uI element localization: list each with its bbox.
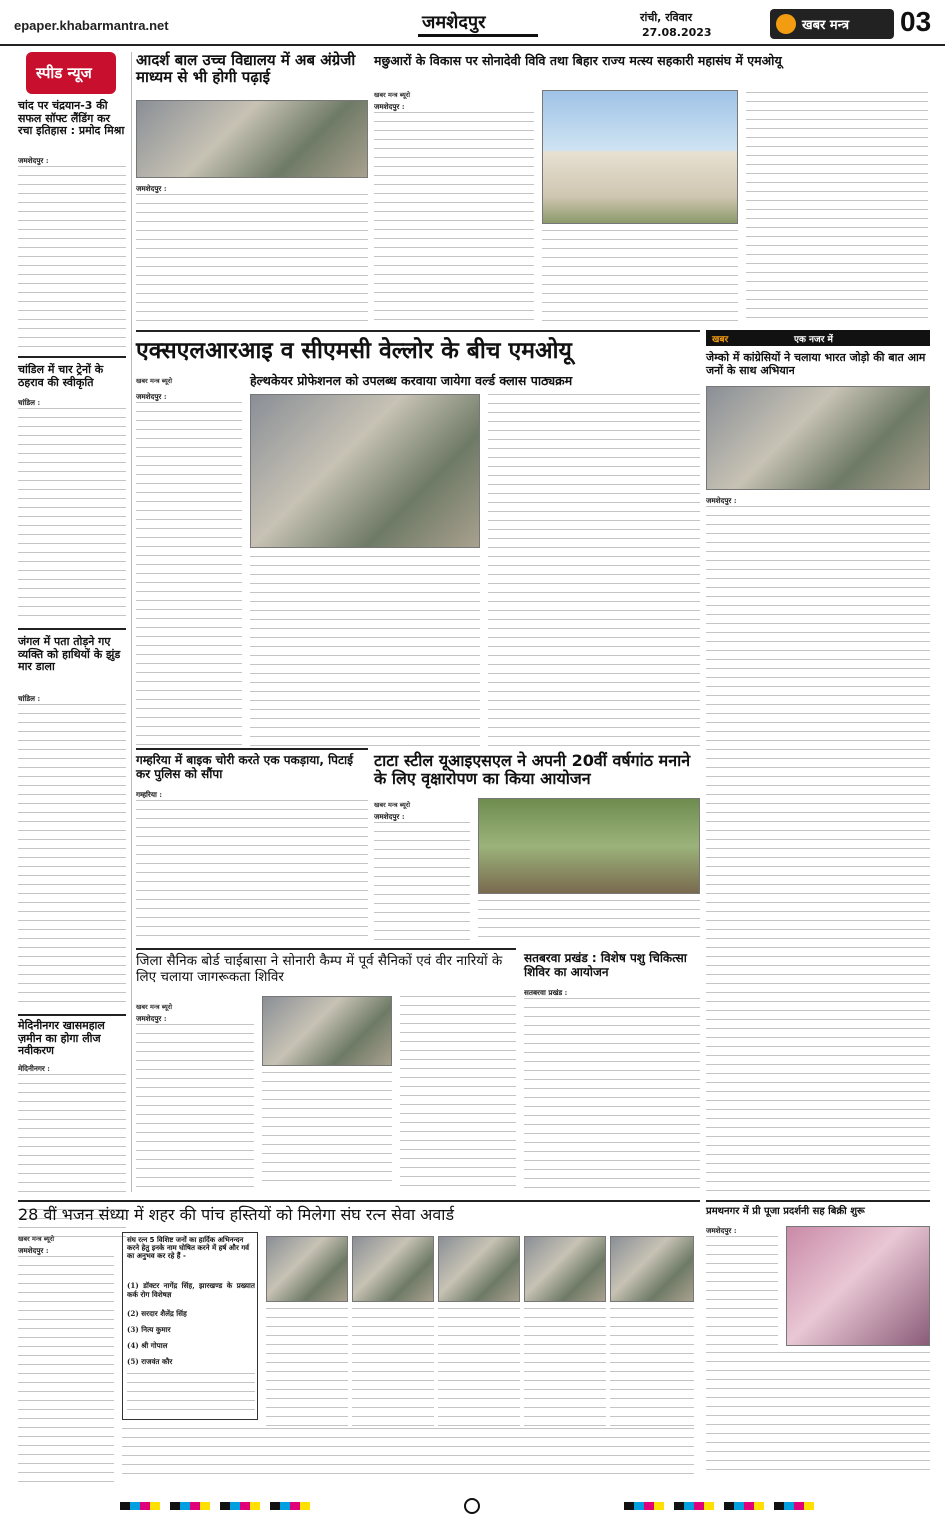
article-fisheries-byline: खबर मन्त्र ब्यूरो: [374, 91, 411, 99]
article-sainik-board: [136, 948, 516, 1188]
city-title: जमशेदपुर: [422, 12, 486, 33]
speed-news-item-2-headline: चांडिल में चार ट्रेनों के ठहराव की स्वीकृति: [18, 363, 104, 389]
text-lines: [478, 900, 700, 942]
text-lines: [18, 704, 126, 1010]
award-photo-4: [524, 1236, 606, 1302]
article-school: [136, 52, 368, 324]
award-box-line: (2) सरदार शैलेंद्र सिंह: [127, 1309, 187, 1318]
article-tata-steel-text: [374, 812, 470, 942]
speed-news-item-4-dateline: मेदिनीनगर :: [18, 1064, 50, 1073]
color-bar-left: [120, 1502, 320, 1510]
article-bhajan-dateline: जमशेदपुर :: [18, 1246, 49, 1255]
registration-mark-icon: [464, 1498, 480, 1514]
award-box: [122, 1232, 258, 1420]
text-lines: [136, 800, 368, 942]
article-sainik-board-photo: [262, 996, 392, 1066]
article-exhibition-headline: प्रमथनगर में प्री पूजा प्रदर्शनी सह बिक्री शुरू: [706, 1206, 865, 1217]
text-lines: [18, 408, 126, 624]
article-bike-theft-dateline: गम्हरिया :: [136, 790, 163, 799]
text-lines: [262, 1072, 392, 1188]
article-tata-steel-headline: टाटा स्टील यूआइएसएल ने अपनी 20वीं वर्षगांठ मनाने के लिए वृक्षारोपण का किया आयोजन: [374, 751, 691, 789]
award-box-title: संघ रत्न 5 विशिष्ट जनों का हार्दिक अभिनन्दन करने हेतु इनके नाम घोषित करने में हर्ष और गर्व का अनुभव कर रहे हैं -: [127, 1236, 250, 1261]
article-vet-camp: [524, 948, 700, 1188]
speed-news-item-3-headline: जंगल में पता तोड़ने गए व्यक्ति को हाथियों के झुंड मार डाला: [18, 635, 121, 674]
article-xlri-cmc-byline: खबर मन्त्र ब्यूरो: [136, 377, 173, 385]
text-lines: [524, 998, 700, 1188]
article-sainik-board-headline: जिला सैनिक बोर्ड चाईबासा ने सोनारी कैम्प में पूर्व सैनिकों एवं वीर नारियों के लिए चलाया जागरूकता शिविर: [136, 953, 503, 985]
text-lines: [610, 1308, 694, 1428]
article-xlri-cmc: [136, 330, 700, 750]
brand-name: खबर मन्त्र: [802, 18, 850, 33]
text-lines: [706, 506, 930, 1196]
divider: [18, 356, 126, 358]
article-fisheries-dateline: जमशेदपुर :: [374, 102, 405, 111]
color-bar-right: [624, 1502, 824, 1510]
article-bharat-jodo-dateline: जमशेदपुर :: [706, 496, 737, 505]
section-tag-label: खबर: [712, 335, 729, 345]
text-lines: [122, 1428, 694, 1480]
divider: [18, 628, 126, 630]
article-sainik-board-dateline: जमशेदपुर :: [136, 1014, 167, 1023]
text-lines: [18, 1256, 114, 1490]
speed-news-item-1-dateline: जमशेदपुर :: [18, 156, 49, 165]
article-school-photo: [136, 100, 368, 178]
divider: [18, 1014, 126, 1016]
article-bhajan-text: [18, 1246, 114, 1490]
divider: [136, 330, 700, 332]
article-bharat-jodo: [706, 330, 930, 1196]
text-lines: [400, 996, 516, 1188]
divider: [706, 1200, 930, 1202]
text-lines: [374, 822, 470, 942]
page-number: 03: [900, 6, 932, 37]
text-lines: [542, 230, 738, 324]
speed-news-item-1-text: [18, 156, 126, 352]
article-sainik-board-byline: खबर मन्त्र ब्यूरो: [136, 1003, 173, 1011]
brand-icon: [776, 14, 796, 34]
article-school-dateline: जमशेदपुर :: [136, 184, 167, 193]
award-box-line: (1) डॉक्टर नागेंद्र सिंह, झारखण्ड के प्रख्यात कर्क रोग विशेषज्ञ: [127, 1281, 255, 1300]
article-exhibition-dateline: जमशेदपुर :: [706, 1226, 737, 1235]
divider: [18, 1200, 700, 1202]
text-lines: [706, 1236, 778, 1346]
speed-news-item-2-text: [18, 398, 126, 624]
text-lines: [746, 92, 928, 324]
article-vet-camp-headline: सतबरवा प्रखंड : विशेष पशु चिकित्सा शिविर का आयोजन: [524, 951, 687, 979]
text-lines: [374, 112, 534, 324]
text-lines: [136, 1024, 254, 1188]
article-bharat-jodo-text: [706, 496, 930, 1196]
divider: [136, 948, 516, 950]
speed-news-item-3-text: [18, 694, 126, 1010]
article-bharat-jodo-headline: जेम्को में कांग्रेसियों ने चलाया भारत जोड़ो की बात आम जनों के साथ अभियान: [706, 351, 926, 377]
article-bhajan-headline: 28 वीं भजन संध्या में शहर की पांच हस्तियों को मिलेगा संघ रत्न सेवा अवार्ड: [18, 1205, 455, 1224]
text-lines: [352, 1308, 434, 1428]
text-lines: [18, 166, 126, 352]
award-photo-2: [352, 1236, 434, 1302]
article-vet-camp-dateline: सतबरवा प्रखंड :: [524, 988, 568, 997]
article-xlri-cmc-dateline: जमशेदपुर :: [136, 392, 167, 401]
article-tata-steel-byline: खबर मन्त्र ब्यूरो: [374, 801, 411, 809]
speed-news-item-4-headline: मेदिनीनगर खासमहाल ज़मीन का होगा लीज नवीकरण: [18, 1019, 105, 1058]
text-lines: [136, 402, 242, 750]
award-box-line: (4) श्री गोपाल: [127, 1341, 168, 1350]
article-xlri-cmc-text-left: [136, 392, 242, 750]
article-bhajan: [18, 1200, 700, 1490]
text-lines: [524, 1308, 606, 1428]
award-photo-3: [438, 1236, 520, 1302]
article-fisheries-headline: मछुआरों के विकास पर सोनादेवी विवि तथा बिहार राज्य मत्स्य सहकारी महासंघ में एमओयू: [374, 53, 782, 68]
article-xlri-cmc-photo: [250, 394, 480, 548]
article-fisheries-text-left: [374, 102, 534, 324]
speed-news-badge: [26, 52, 116, 94]
text-lines: [136, 194, 368, 324]
article-fisheries: [374, 52, 928, 324]
article-fisheries-photo: [542, 90, 738, 224]
brand-logo: [770, 9, 894, 39]
city-underline: [418, 34, 538, 37]
article-exhibition: [706, 1200, 930, 1490]
text-lines: [266, 1308, 348, 1428]
site-url[interactable]: epaper.khabarmantra.net: [14, 18, 169, 33]
section-tag-title: एक नजर में: [794, 335, 833, 345]
article-tata-steel: [374, 748, 700, 944]
text-lines: [488, 394, 700, 750]
article-school-text: [136, 184, 368, 324]
text-lines: [438, 1308, 520, 1428]
article-exhibition-photo: [786, 1226, 930, 1346]
article-sainik-board-text: [136, 1014, 254, 1188]
award-photo-1: [266, 1236, 348, 1302]
speed-news-item-2-dateline: चांडिल :: [18, 398, 41, 407]
section-tag: [706, 330, 930, 346]
text-lines: [706, 1352, 930, 1478]
text-lines: [127, 1373, 255, 1415]
column-separator: [131, 52, 132, 1192]
article-xlri-cmc-subhead: हेल्थकेयर प्रोफेशनल को उपलब्ध करवाया जायेगा वर्ल्ड क्लास पाठ्यक्रम: [250, 373, 573, 388]
article-tata-steel-dateline: जमशेदपुर :: [374, 812, 405, 821]
speed-news-item-1-headline: चांद पर चंद्रयान-3 की सफल सॉफ्ट लैंडिंग कर रचा इतिहास : प्रमोद मिश्रा: [18, 99, 125, 138]
article-tata-steel-photo: [478, 798, 700, 894]
article-vet-camp-text: [524, 988, 700, 1188]
article-bike-theft: [136, 748, 368, 944]
speed-news-item-3-dateline: चांडिल :: [18, 694, 41, 703]
award-photo-5: [610, 1236, 694, 1302]
place-day: रांची, रविवार: [640, 11, 693, 24]
article-bike-theft-text: [136, 790, 368, 942]
article-school-headline: आदर्श बाल उच्च विद्यालय में अब अंग्रेजी माध्यम से भी होगी पढ़ाई: [136, 51, 356, 87]
divider: [136, 748, 368, 750]
award-box-line: (3) नित्य कुमार: [127, 1325, 171, 1334]
article-bike-theft-headline: गम्हरिया में बाइक चोरी करते एक पकड़ाया, पिटाई कर पुलिस को सौंपा: [136, 753, 354, 781]
article-xlri-cmc-headline: एक्सएलआरआइ व सीएमसी वेल्लोर के बीच एमओयू: [136, 338, 572, 364]
speed-news-label: स्पीड न्यूज: [36, 64, 92, 82]
article-bharat-jodo-photo: [706, 386, 930, 490]
footer-bar: [0, 1496, 945, 1517]
text-lines: [250, 556, 480, 750]
article-exhibition-text: [706, 1226, 778, 1346]
award-box-line: (5) राजवंत कौर: [127, 1357, 173, 1366]
article-bhajan-byline: खबर मन्त्र ब्यूरो: [18, 1235, 55, 1243]
issue-date: 27.08.2023: [642, 26, 712, 39]
masthead: [0, 0, 945, 46]
